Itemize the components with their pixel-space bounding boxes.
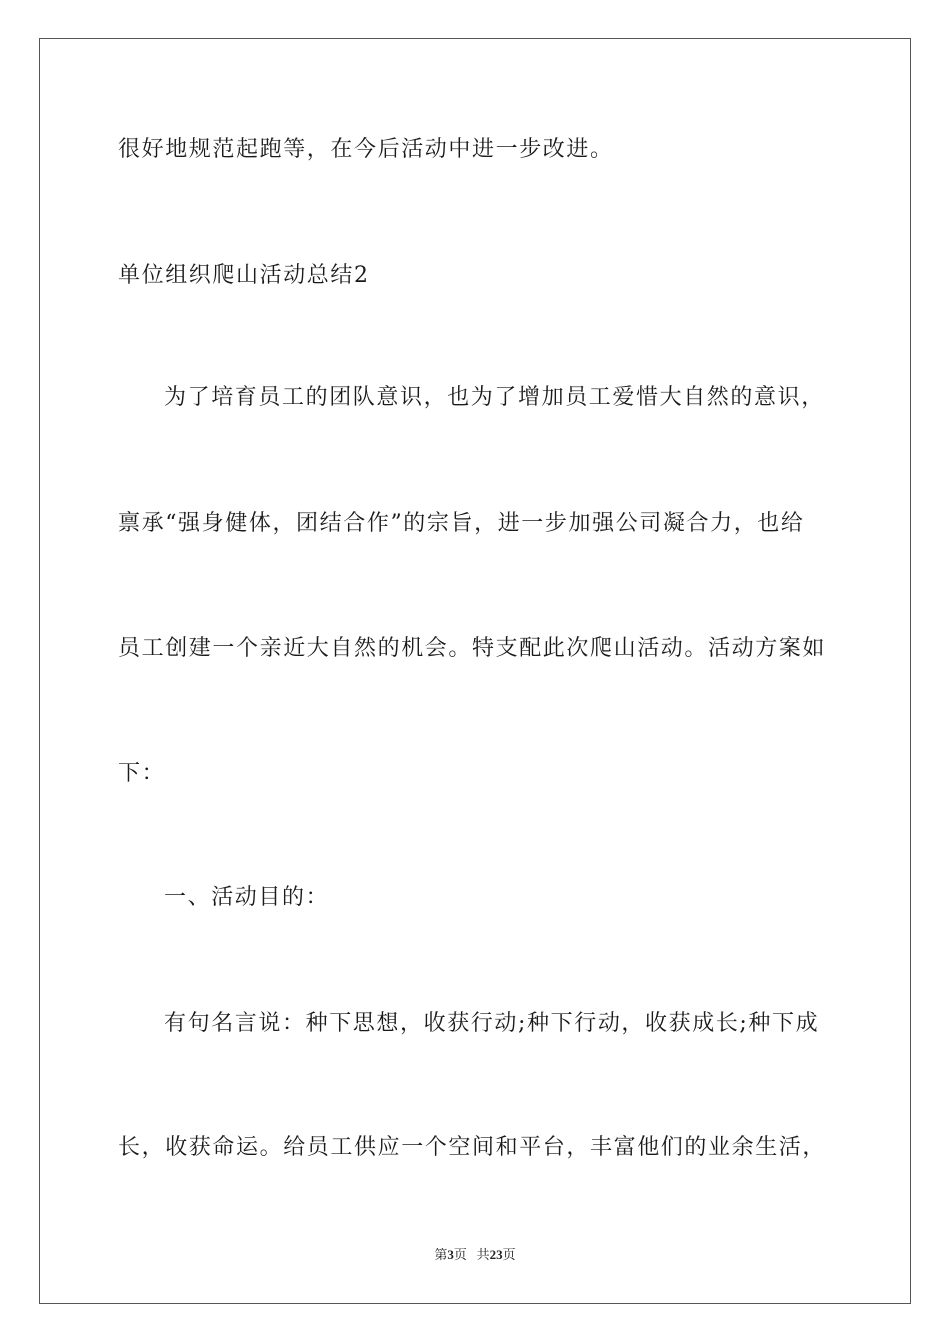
total-suffix: 页	[502, 1247, 516, 1262]
page-border	[39, 38, 911, 1304]
body-text-line: 为了培育员工的团队意识，也为了增加员工爱惜大自然的意识，	[164, 385, 825, 410]
total-prefix: 共	[476, 1247, 490, 1262]
body-text-line: 长，收获命运。给员工供应一个空间和平台，丰富他们的业余生活，	[118, 1135, 827, 1160]
body-text-line: 有句名言说：种下思想，收获行动;种下行动，收获成长;种下成	[164, 1011, 820, 1036]
total-page-count: 23	[489, 1247, 503, 1262]
page-footer	[0, 1246, 950, 1264]
page-prefix: 第	[434, 1247, 448, 1262]
page-suffix: 页	[453, 1247, 467, 1262]
current-page-number: 3	[447, 1247, 454, 1262]
section-title: 单位组织爬山活动总结2	[118, 263, 370, 288]
subheading: 一、活动目的：	[164, 885, 330, 910]
body-text-line: 下：	[118, 761, 166, 786]
body-text-line: 很好地规范起跑等，在今后活动中进一步改进。	[118, 137, 614, 162]
body-text-line: 员工创建一个亲近大自然的机会。特支配此次爬山活动。活动方案如	[118, 636, 827, 661]
body-text-line: 禀承“强身健体，团结合作”的宗旨，进一步加强公司凝合力，也给	[118, 511, 805, 536]
